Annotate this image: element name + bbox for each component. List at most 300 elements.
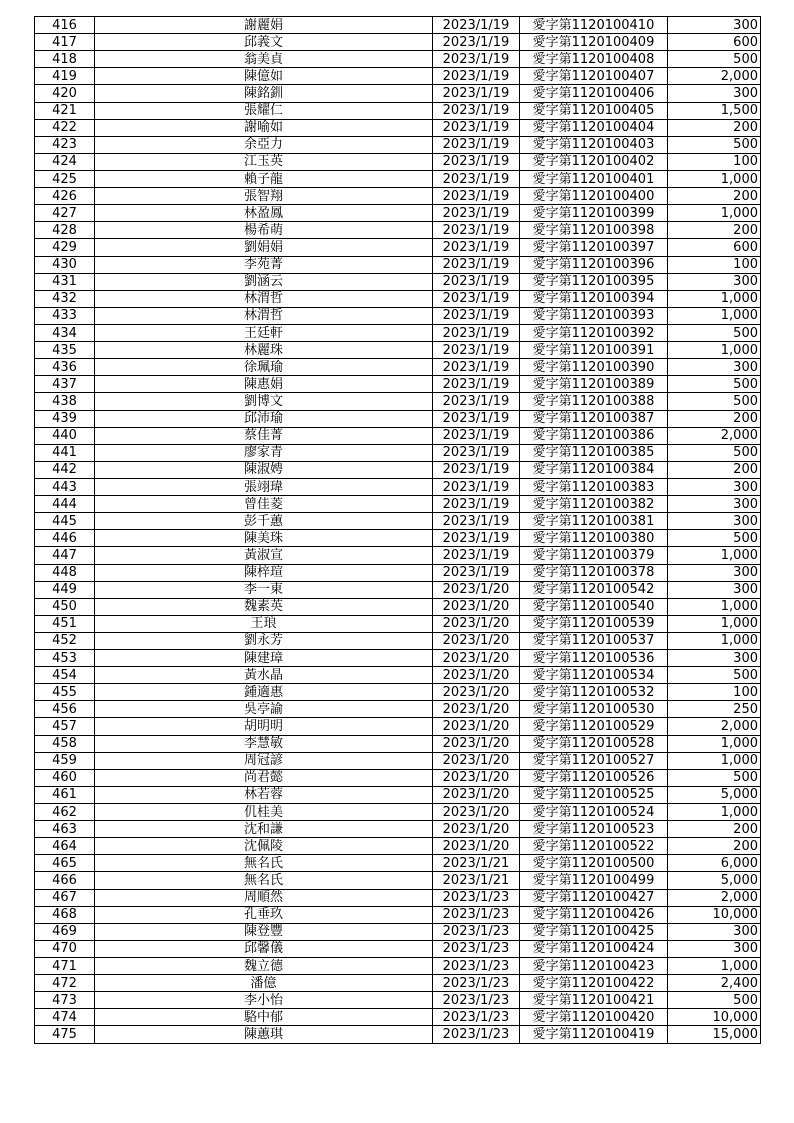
amount-cell: 500 [668, 530, 761, 547]
donor-name-cell: 吳亭諭 [95, 701, 433, 718]
donor-name-cell: 江玉英 [95, 153, 433, 170]
donation-table [34, 16, 761, 1044]
table-row [35, 547, 761, 564]
amount-cell: 500 [668, 136, 761, 153]
receipt-number-cell: 愛字第1120100534 [520, 667, 668, 684]
table-row [35, 307, 761, 324]
donor-name-cell: 林渭哲 [95, 290, 433, 307]
receipt-number-cell: 愛字第1120100424 [520, 940, 668, 957]
donor-name-cell: 尚君懿 [95, 769, 433, 786]
donor-name-cell: 李苑菁 [95, 256, 433, 273]
row-number-cell: 457 [35, 718, 95, 735]
table-row [35, 701, 761, 718]
receipt-number-cell: 愛字第1120100387 [520, 410, 668, 427]
donor-name-cell: 彭千蕙 [95, 513, 433, 530]
amount-cell: 5,000 [668, 786, 761, 803]
amount-cell: 1,000 [668, 547, 761, 564]
donor-name-cell: 陳淑娉 [95, 461, 433, 478]
receipt-number-cell: 愛字第1120100407 [520, 68, 668, 85]
receipt-number-cell: 愛字第1120100523 [520, 821, 668, 838]
donor-name-cell: 謝麗娟 [95, 17, 433, 34]
donation-date-cell: 2023/1/19 [433, 478, 520, 495]
donation-date-cell: 2023/1/20 [433, 701, 520, 718]
receipt-number-cell: 愛字第1120100393 [520, 307, 668, 324]
amount-cell: 500 [668, 324, 761, 341]
donation-date-cell: 2023/1/19 [433, 307, 520, 324]
receipt-number-cell: 愛字第1120100402 [520, 153, 668, 170]
donation-date-cell: 2023/1/19 [433, 342, 520, 359]
table-row [35, 376, 761, 393]
donor-name-cell: 陳梓瑄 [95, 564, 433, 581]
receipt-number-cell: 愛字第1120100398 [520, 222, 668, 239]
receipt-number-cell: 愛字第1120100419 [520, 1026, 668, 1043]
row-number-cell: 429 [35, 239, 95, 256]
row-number-cell: 445 [35, 513, 95, 530]
donor-name-cell: 王琅 [95, 615, 433, 632]
amount-cell: 300 [668, 85, 761, 102]
row-number-cell: 468 [35, 906, 95, 923]
donor-name-cell: 楊希萌 [95, 222, 433, 239]
table-row [35, 598, 761, 615]
donation-date-cell: 2023/1/23 [433, 1026, 520, 1043]
donor-name-cell: 陳銘釧 [95, 85, 433, 102]
amount-cell: 2,000 [668, 889, 761, 906]
donation-date-cell: 2023/1/19 [433, 85, 520, 102]
donor-name-cell: 劉娟娟 [95, 239, 433, 256]
amount-cell: 1,000 [668, 735, 761, 752]
receipt-number-cell: 愛字第1120100388 [520, 393, 668, 410]
receipt-number-cell: 愛字第1120100499 [520, 872, 668, 889]
receipt-number-cell: 愛字第1120100421 [520, 992, 668, 1009]
row-number-cell: 446 [35, 530, 95, 547]
table-row [35, 427, 761, 444]
receipt-number-cell: 愛字第1120100528 [520, 735, 668, 752]
donation-date-cell: 2023/1/20 [433, 581, 520, 598]
receipt-number-cell: 愛字第1120100382 [520, 496, 668, 513]
donor-name-cell: 邱沛瑜 [95, 410, 433, 427]
amount-cell: 2,000 [668, 427, 761, 444]
donor-name-cell: 陳億如 [95, 68, 433, 85]
amount-cell: 200 [668, 461, 761, 478]
donation-date-cell: 2023/1/19 [433, 222, 520, 239]
row-number-cell: 435 [35, 342, 95, 359]
donation-date-cell: 2023/1/19 [433, 496, 520, 513]
donation-date-cell: 2023/1/19 [433, 102, 520, 119]
receipt-number-cell: 愛字第1120100522 [520, 838, 668, 855]
row-number-cell: 420 [35, 85, 95, 102]
table-row [35, 119, 761, 136]
amount-cell: 200 [668, 119, 761, 136]
table-row [35, 906, 761, 923]
donor-name-cell: 潘億 [95, 975, 433, 992]
table-row [35, 496, 761, 513]
receipt-number-cell: 愛字第1120100537 [520, 632, 668, 649]
donation-date-cell: 2023/1/19 [433, 427, 520, 444]
receipt-number-cell: 愛字第1120100540 [520, 598, 668, 615]
table-row [35, 650, 761, 667]
row-number-cell: 473 [35, 992, 95, 1009]
amount-cell: 300 [668, 17, 761, 34]
donor-name-cell: 林麗珠 [95, 342, 433, 359]
table-row [35, 958, 761, 975]
table-row [35, 667, 761, 684]
donation-date-cell: 2023/1/19 [433, 205, 520, 222]
table-row [35, 581, 761, 598]
donor-name-cell: 沈佩陵 [95, 838, 433, 855]
amount-cell: 300 [668, 581, 761, 598]
row-number-cell: 424 [35, 153, 95, 170]
receipt-number-cell: 愛字第1120100409 [520, 34, 668, 51]
receipt-number-cell: 愛字第1120100500 [520, 855, 668, 872]
amount-cell: 5,000 [668, 872, 761, 889]
donation-date-cell: 2023/1/23 [433, 958, 520, 975]
amount-cell: 1,000 [668, 307, 761, 324]
amount-cell: 200 [668, 410, 761, 427]
donation-date-cell: 2023/1/23 [433, 1009, 520, 1026]
receipt-number-cell: 愛字第1120100381 [520, 513, 668, 530]
donor-name-cell: 張耀仁 [95, 102, 433, 119]
receipt-number-cell: 愛字第1120100401 [520, 170, 668, 187]
donor-name-cell: 陳惠娟 [95, 376, 433, 393]
donation-date-cell: 2023/1/23 [433, 923, 520, 940]
row-number-cell: 437 [35, 376, 95, 393]
amount-cell: 1,000 [668, 342, 761, 359]
donation-date-cell: 2023/1/19 [433, 188, 520, 205]
receipt-number-cell: 愛字第1120100530 [520, 701, 668, 718]
amount-cell: 200 [668, 838, 761, 855]
donation-date-cell: 2023/1/19 [433, 324, 520, 341]
row-number-cell: 417 [35, 34, 95, 51]
row-number-cell: 416 [35, 17, 95, 34]
amount-cell: 1,500 [668, 102, 761, 119]
amount-cell: 1,000 [668, 205, 761, 222]
amount-cell: 2,000 [668, 718, 761, 735]
row-number-cell: 441 [35, 444, 95, 461]
table-row [35, 68, 761, 85]
table-row [35, 34, 761, 51]
row-number-cell: 418 [35, 51, 95, 68]
amount-cell: 2,000 [668, 68, 761, 85]
receipt-number-cell: 愛字第1120100384 [520, 461, 668, 478]
table-row [35, 290, 761, 307]
table-row [35, 136, 761, 153]
donor-name-cell: 周冠諺 [95, 752, 433, 769]
donation-date-cell: 2023/1/19 [433, 410, 520, 427]
receipt-number-cell: 愛字第1120100404 [520, 119, 668, 136]
donor-name-cell: 陳蕙琪 [95, 1026, 433, 1043]
amount-cell: 100 [668, 256, 761, 273]
donation-date-cell: 2023/1/20 [433, 752, 520, 769]
row-number-cell: 419 [35, 68, 95, 85]
row-number-cell: 450 [35, 598, 95, 615]
amount-cell: 15,000 [668, 1026, 761, 1043]
row-number-cell: 428 [35, 222, 95, 239]
receipt-number-cell: 愛字第1120100423 [520, 958, 668, 975]
donor-name-cell: 邱馨儀 [95, 940, 433, 957]
row-number-cell: 451 [35, 615, 95, 632]
row-number-cell: 448 [35, 564, 95, 581]
table-row [35, 769, 761, 786]
row-number-cell: 442 [35, 461, 95, 478]
donor-name-cell: 林渭哲 [95, 307, 433, 324]
donor-name-cell: 魏立德 [95, 958, 433, 975]
receipt-number-cell: 愛字第1120100380 [520, 530, 668, 547]
receipt-number-cell: 愛字第1120100400 [520, 188, 668, 205]
table-row [35, 838, 761, 855]
receipt-number-cell: 愛字第1120100399 [520, 205, 668, 222]
donation-date-cell: 2023/1/20 [433, 769, 520, 786]
receipt-number-cell: 愛字第1120100386 [520, 427, 668, 444]
donation-date-cell: 2023/1/20 [433, 650, 520, 667]
receipt-number-cell: 愛字第1120100526 [520, 769, 668, 786]
receipt-number-cell: 愛字第1120100394 [520, 290, 668, 307]
row-number-cell: 440 [35, 427, 95, 444]
receipt-number-cell: 愛字第1120100408 [520, 51, 668, 68]
donor-name-cell: 李小怡 [95, 992, 433, 1009]
amount-cell: 200 [668, 222, 761, 239]
row-number-cell: 454 [35, 667, 95, 684]
donor-name-cell: 謝喻如 [95, 119, 433, 136]
amount-cell: 1,000 [668, 170, 761, 187]
donor-name-cell: 張智翔 [95, 188, 433, 205]
donor-name-cell: 李慧敏 [95, 735, 433, 752]
row-number-cell: 462 [35, 804, 95, 821]
row-number-cell: 427 [35, 205, 95, 222]
donation-date-cell: 2023/1/19 [433, 68, 520, 85]
row-number-cell: 453 [35, 650, 95, 667]
donation-date-cell: 2023/1/20 [433, 821, 520, 838]
donation-date-cell: 2023/1/19 [433, 239, 520, 256]
receipt-number-cell: 愛字第1120100542 [520, 581, 668, 598]
donation-date-cell: 2023/1/20 [433, 667, 520, 684]
table-row [35, 786, 761, 803]
amount-cell: 300 [668, 513, 761, 530]
receipt-number-cell: 愛字第1120100524 [520, 804, 668, 821]
row-number-cell: 456 [35, 701, 95, 718]
amount-cell: 300 [668, 496, 761, 513]
donor-name-cell: 陳登豐 [95, 923, 433, 940]
amount-cell: 10,000 [668, 1009, 761, 1026]
receipt-number-cell: 愛字第1120100539 [520, 615, 668, 632]
table-row [35, 855, 761, 872]
amount-cell: 300 [668, 359, 761, 376]
table-row [35, 1026, 761, 1043]
amount-cell: 6,000 [668, 855, 761, 872]
donation-date-cell: 2023/1/23 [433, 906, 520, 923]
donor-name-cell: 邱義文 [95, 34, 433, 51]
amount-cell: 500 [668, 667, 761, 684]
table-row [35, 359, 761, 376]
row-number-cell: 459 [35, 752, 95, 769]
donor-name-cell: 胡明明 [95, 718, 433, 735]
table-row [35, 153, 761, 170]
table-row [35, 718, 761, 735]
table-row [35, 804, 761, 821]
amount-cell: 10,000 [668, 906, 761, 923]
row-number-cell: 433 [35, 307, 95, 324]
amount-cell: 500 [668, 444, 761, 461]
row-number-cell: 444 [35, 496, 95, 513]
donor-name-cell: 陳建璋 [95, 650, 433, 667]
amount-cell: 1,000 [668, 752, 761, 769]
donation-date-cell: 2023/1/23 [433, 940, 520, 957]
donor-name-cell: 賴子龍 [95, 170, 433, 187]
donation-date-cell: 2023/1/23 [433, 889, 520, 906]
amount-cell: 200 [668, 821, 761, 838]
receipt-number-cell: 愛字第1120100390 [520, 359, 668, 376]
donation-date-cell: 2023/1/19 [433, 290, 520, 307]
row-number-cell: 467 [35, 889, 95, 906]
row-number-cell: 465 [35, 855, 95, 872]
row-number-cell: 460 [35, 769, 95, 786]
row-number-cell: 475 [35, 1026, 95, 1043]
donation-date-cell: 2023/1/19 [433, 513, 520, 530]
row-number-cell: 455 [35, 684, 95, 701]
row-number-cell: 436 [35, 359, 95, 376]
amount-cell: 250 [668, 701, 761, 718]
amount-cell: 500 [668, 992, 761, 1009]
donation-date-cell: 2023/1/19 [433, 34, 520, 51]
donation-date-cell: 2023/1/19 [433, 564, 520, 581]
donor-name-cell: 林盈鳳 [95, 205, 433, 222]
row-number-cell: 474 [35, 1009, 95, 1026]
donation-date-cell: 2023/1/19 [433, 119, 520, 136]
amount-cell: 2,400 [668, 975, 761, 992]
receipt-number-cell: 愛字第1120100529 [520, 718, 668, 735]
table-row [35, 821, 761, 838]
donor-name-cell: 王廷軒 [95, 324, 433, 341]
donation-date-cell: 2023/1/20 [433, 804, 520, 821]
donation-date-cell: 2023/1/20 [433, 632, 520, 649]
donor-name-cell: 無名氏 [95, 872, 433, 889]
donation-date-cell: 2023/1/20 [433, 718, 520, 735]
receipt-number-cell: 愛字第1120100422 [520, 975, 668, 992]
donation-date-cell: 2023/1/20 [433, 735, 520, 752]
donation-date-cell: 2023/1/19 [433, 393, 520, 410]
receipt-number-cell: 愛字第1120100527 [520, 752, 668, 769]
row-number-cell: 434 [35, 324, 95, 341]
donor-name-cell: 翁美貞 [95, 51, 433, 68]
donation-date-cell: 2023/1/19 [433, 51, 520, 68]
table-row [35, 940, 761, 957]
row-number-cell: 469 [35, 923, 95, 940]
receipt-number-cell: 愛字第1120100378 [520, 564, 668, 581]
receipt-number-cell: 愛字第1120100406 [520, 85, 668, 102]
table-row [35, 444, 761, 461]
table-row [35, 393, 761, 410]
donor-name-cell: 陳美珠 [95, 530, 433, 547]
receipt-number-cell: 愛字第1120100420 [520, 1009, 668, 1026]
row-number-cell: 421 [35, 102, 95, 119]
table-row [35, 85, 761, 102]
amount-cell: 300 [668, 940, 761, 957]
donor-name-cell: 余亞力 [95, 136, 433, 153]
amount-cell: 300 [668, 923, 761, 940]
donation-date-cell: 2023/1/20 [433, 838, 520, 855]
donation-date-cell: 2023/1/19 [433, 136, 520, 153]
table-row [35, 975, 761, 992]
row-number-cell: 423 [35, 136, 95, 153]
row-number-cell: 430 [35, 256, 95, 273]
table-row [35, 872, 761, 889]
row-number-cell: 432 [35, 290, 95, 307]
table-row [35, 170, 761, 187]
table-row [35, 222, 761, 239]
amount-cell: 300 [668, 478, 761, 495]
table-row [35, 513, 761, 530]
receipt-number-cell: 愛字第1120100395 [520, 273, 668, 290]
row-number-cell: 464 [35, 838, 95, 855]
donor-name-cell: 周順然 [95, 889, 433, 906]
table-row [35, 735, 761, 752]
table-row [35, 478, 761, 495]
donation-date-cell: 2023/1/19 [433, 153, 520, 170]
table-row [35, 530, 761, 547]
donor-name-cell: 沈和謙 [95, 821, 433, 838]
donor-name-cell: 仉桂美 [95, 804, 433, 821]
receipt-number-cell: 愛字第1120100532 [520, 684, 668, 701]
donation-date-cell: 2023/1/19 [433, 530, 520, 547]
amount-cell: 500 [668, 393, 761, 410]
row-number-cell: 472 [35, 975, 95, 992]
table-row [35, 889, 761, 906]
donation-date-cell: 2023/1/19 [433, 376, 520, 393]
row-number-cell: 425 [35, 170, 95, 187]
donor-name-cell: 徐珮瑜 [95, 359, 433, 376]
amount-cell: 1,000 [668, 615, 761, 632]
amount-cell: 1,000 [668, 290, 761, 307]
donation-date-cell: 2023/1/20 [433, 598, 520, 615]
table-row [35, 205, 761, 222]
donor-name-cell: 劉涵云 [95, 273, 433, 290]
donor-name-cell: 劉博文 [95, 393, 433, 410]
amount-cell: 300 [668, 650, 761, 667]
donation-date-cell: 2023/1/19 [433, 256, 520, 273]
receipt-number-cell: 愛字第1120100383 [520, 478, 668, 495]
table-row [35, 51, 761, 68]
receipt-number-cell: 愛字第1120100525 [520, 786, 668, 803]
receipt-number-cell: 愛字第1120100385 [520, 444, 668, 461]
amount-cell: 600 [668, 239, 761, 256]
donor-name-cell: 曾佳菱 [95, 496, 433, 513]
row-number-cell: 449 [35, 581, 95, 598]
row-number-cell: 443 [35, 478, 95, 495]
table-row [35, 17, 761, 34]
table-row [35, 342, 761, 359]
row-number-cell: 471 [35, 958, 95, 975]
donation-date-cell: 2023/1/21 [433, 872, 520, 889]
amount-cell: 1,000 [668, 598, 761, 615]
table-row [35, 256, 761, 273]
row-number-cell: 452 [35, 632, 95, 649]
row-number-cell: 470 [35, 940, 95, 957]
row-number-cell: 431 [35, 273, 95, 290]
receipt-number-cell: 愛字第1120100391 [520, 342, 668, 359]
row-number-cell: 422 [35, 119, 95, 136]
donation-date-cell: 2023/1/19 [433, 170, 520, 187]
amount-cell: 300 [668, 564, 761, 581]
receipt-number-cell: 愛字第1120100427 [520, 889, 668, 906]
donor-name-cell: 鍾適惠 [95, 684, 433, 701]
donor-name-cell: 張翊瑋 [95, 478, 433, 495]
donation-date-cell: 2023/1/21 [433, 855, 520, 872]
table-row [35, 239, 761, 256]
donation-date-cell: 2023/1/19 [433, 461, 520, 478]
donation-date-cell: 2023/1/20 [433, 684, 520, 701]
row-number-cell: 463 [35, 821, 95, 838]
donation-date-cell: 2023/1/19 [433, 444, 520, 461]
table-row [35, 324, 761, 341]
